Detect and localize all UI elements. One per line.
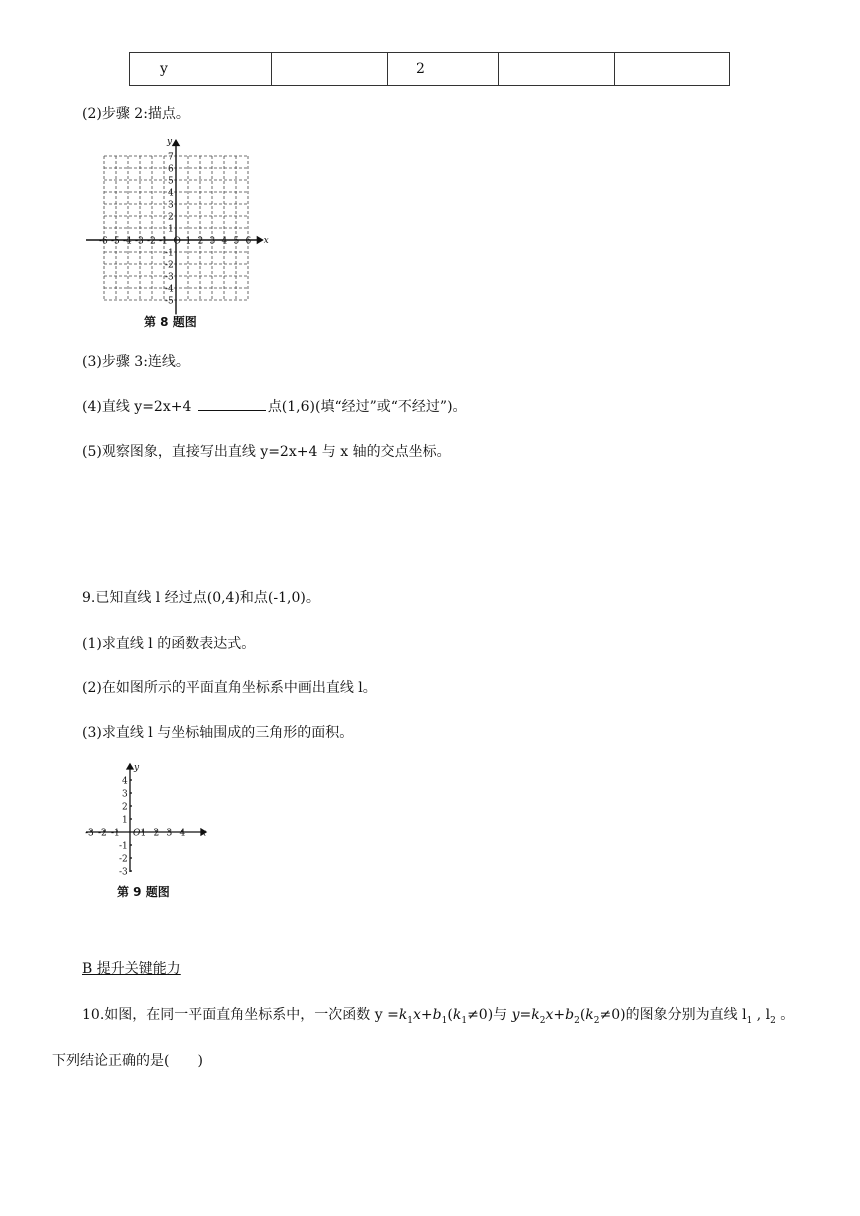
q10-f1-paren: ( xyxy=(447,1007,453,1023)
x-tick-label: 4 xyxy=(179,828,186,839)
q10-l2-sub: 2 xyxy=(770,1015,776,1026)
y-tick-label: 2 xyxy=(122,802,128,813)
q10-f2-y: y= xyxy=(511,1007,532,1023)
y-tick-label: -4 xyxy=(165,284,174,295)
x-tick-label: 6 xyxy=(245,236,252,247)
y-tick-label: 3 xyxy=(122,789,128,800)
q8-step2: (2)步骤 2:描点。 xyxy=(82,106,190,122)
section-b-title: B 提升关键能力 xyxy=(82,961,181,977)
y-tick-label: -1 xyxy=(165,248,174,259)
q8-part4 xyxy=(82,396,467,416)
q10-line2-end: ) xyxy=(197,1053,203,1069)
q10-f1-k: k xyxy=(398,1007,408,1023)
table-cell: 2 xyxy=(388,53,499,86)
y-tick-label: 4 xyxy=(168,188,174,199)
q10-line2 xyxy=(52,1050,203,1070)
table-cell xyxy=(615,53,730,86)
q9-part2: (2)在如图所示的平面直角坐标系中画出直线 l。 xyxy=(82,680,377,696)
x-tick-label: 2 xyxy=(153,828,160,839)
q8-part4-suffix: 点(1,6)(填“经过”或“不经过”)。 xyxy=(267,399,467,415)
x-tick-label: -5 xyxy=(111,236,120,247)
q10-end: 。 xyxy=(775,1007,795,1023)
y-axis-arrow xyxy=(173,140,179,145)
x-tick-label: 1 xyxy=(185,236,192,247)
y-tick-label: 1 xyxy=(122,815,128,826)
x-tick-label: -2 xyxy=(98,828,107,839)
q8-part5: (5)观察图象，直接写出直线 y=2x+4 与 x 轴的交点坐标。 xyxy=(82,444,451,460)
q10-f2-sub: 2 xyxy=(539,1015,546,1026)
x-tick-label: -6 xyxy=(99,236,108,247)
origin-label: O xyxy=(133,828,141,839)
y-tick-label: -1 xyxy=(119,841,128,852)
q10-f2-x: x+ xyxy=(545,1007,566,1023)
y-axis-label: y xyxy=(167,137,173,147)
y-tick-label: -5 xyxy=(165,296,174,307)
q9-stem: 9.已知直线 l 经过点(0,4)和点(-1,0)。 xyxy=(82,590,320,606)
x-tick-label: -1 xyxy=(159,236,168,247)
answer-blank[interactable] xyxy=(198,396,266,411)
y-tick-label: 6 xyxy=(168,164,174,175)
q10-f2-bsub: 2 xyxy=(574,1015,580,1026)
x-axis-arrow xyxy=(257,237,262,243)
x-tick-label: -3 xyxy=(85,828,94,839)
figure-8-grid xyxy=(86,136,269,332)
q10-f1-sub: 1 xyxy=(407,1015,414,1026)
q10-f1-cond-k: k xyxy=(452,1007,462,1023)
q10-f1-cond-sub: 1 xyxy=(461,1015,468,1026)
x-axis-label: x xyxy=(263,236,269,246)
y-tick-label: 3 xyxy=(168,200,174,211)
x-tick-label: -4 xyxy=(123,236,132,247)
q10-sep: , l xyxy=(752,1007,771,1023)
table-row xyxy=(130,53,730,86)
x-tick-label: 3 xyxy=(166,828,173,839)
q10-line2-text: 下列结论正确的是( xyxy=(52,1053,170,1069)
y-tick-label: 1 xyxy=(168,224,174,235)
q10-f2-paren: ( xyxy=(579,1007,586,1023)
q8-step3: (3)步骤 3:连线。 xyxy=(82,354,190,370)
figure-9-caption: 第 9 题图 xyxy=(117,885,170,899)
y-tick-label: -3 xyxy=(165,272,174,283)
y-tick-label: 4 xyxy=(122,776,128,787)
q10-f1-cond-rest: ≠0) xyxy=(467,1007,494,1023)
q10-mid: 与 xyxy=(493,1007,512,1023)
y-tick-label: -2 xyxy=(119,854,128,865)
y-tick-label: 2 xyxy=(168,212,174,223)
q10-f2-cond-k: k xyxy=(585,1007,594,1023)
x-tick-label: 4 xyxy=(221,236,228,247)
table-cell: y xyxy=(130,53,272,86)
q10-f1-x: x+ xyxy=(413,1007,433,1023)
q9-part1: (1)求直线 l 的函数表达式。 xyxy=(82,636,256,652)
table-cell xyxy=(499,53,615,86)
table-cell xyxy=(272,53,388,86)
figure-9-axes xyxy=(84,760,212,880)
q8-part4-prefix: (4)直线 y=2x+4 xyxy=(82,399,196,415)
q10-l1-sub: 1 xyxy=(746,1015,753,1026)
x-axis-label: x xyxy=(201,828,207,839)
x-tick-label: -3 xyxy=(135,236,144,247)
x-tick-label: 3 xyxy=(209,236,216,247)
y-axis-label: y xyxy=(134,763,140,773)
y-axis-arrow xyxy=(127,764,133,769)
q10-prefix: 10.如图，在同一平面直角坐标系中，一次函数 y = xyxy=(82,1007,399,1023)
q10-f2-cond-sub: 2 xyxy=(593,1015,600,1026)
x-tick-label: 2 xyxy=(197,236,204,247)
x-tick-label: -1 xyxy=(111,828,120,839)
value-table xyxy=(129,52,730,86)
q10-f1-bsub: 1 xyxy=(441,1015,448,1026)
figure-8-caption: 第 8 题图 xyxy=(144,315,197,329)
y-tick-label: 7 xyxy=(168,152,174,163)
y-tick-label: -2 xyxy=(165,260,174,271)
q10-stem xyxy=(82,1004,794,1026)
q10-f2-cond-rest: ≠0) xyxy=(599,1007,626,1023)
y-tick-label: 5 xyxy=(168,176,174,187)
x-tick-label: -2 xyxy=(147,236,156,247)
q10-f2-k: k xyxy=(531,1007,540,1023)
q10-f2-b: b xyxy=(565,1007,575,1023)
x-tick-label: O xyxy=(173,236,181,247)
q9-part3: (3)求直线 l 与坐标轴围成的三角形的面积。 xyxy=(82,725,354,741)
y-tick-label: -3 xyxy=(119,867,128,878)
x-tick-label: 1 xyxy=(140,828,147,839)
q10-f1-b: b xyxy=(432,1007,442,1023)
x-tick-label: 5 xyxy=(233,236,240,247)
q10-suffix: 的图象分别为直线 l xyxy=(625,1007,747,1023)
